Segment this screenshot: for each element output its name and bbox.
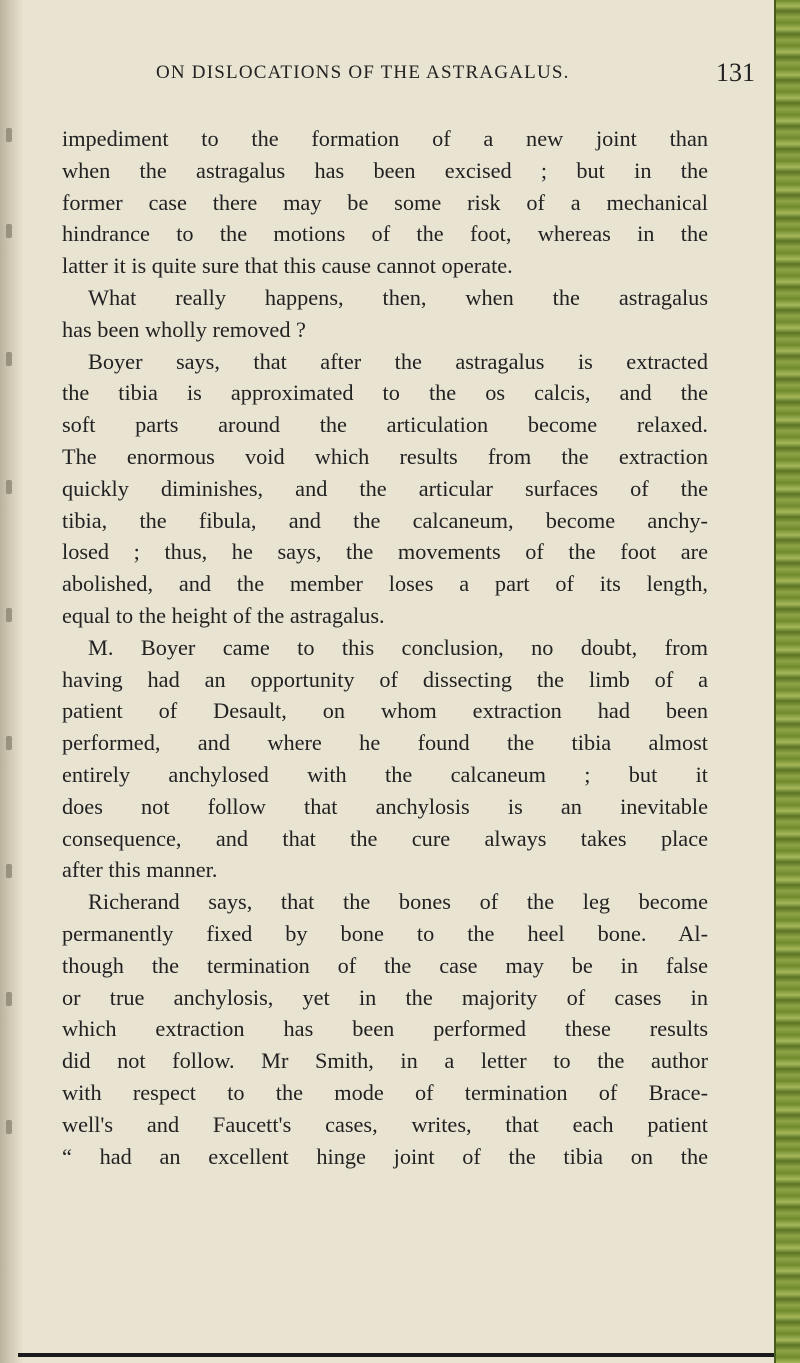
text-line: former case there may be some risk of a mechanical [62,189,708,215]
running-head: ON DISLOCATIONS OF THE ASTRAGALUS. [156,62,570,83]
text-line: having had an opportunity of dissecting the limb of a [62,666,708,692]
gutter-mark [6,1120,12,1134]
text-line: “ had an excellent hinge joint of the tibia on the [62,1143,708,1169]
text-line: soft parts around the articulation become relaxed. [62,412,708,438]
page-header [0,58,776,102]
text-line: consequence, and that the cure always takes place [62,825,708,851]
text-line: latter it is quite sure that this cause cannot operate. [62,253,513,279]
text-line: Richerand says, that the bones of the leg become [88,889,708,915]
text-line: though the termination of the case may be in false [62,952,708,978]
text-line: What really happens, then, when the astragalus [88,284,708,310]
body-text [62,123,708,1172]
text-line: Boyer says, that after the astragalus is extracted [88,348,708,374]
gutter-mark [6,480,12,494]
text-line: entirely anchylosed with the calcaneum ; but it [62,761,708,787]
gutter-mark [6,992,12,1006]
text-line: the tibia is approximated to the os calcis, and the [62,380,708,406]
text-line: when the astragalus has been excised ; but in the [62,157,708,183]
text-line: losed ; thus, he says, the movements of the foot are [62,539,708,565]
text-line: The enormous void which results from the extraction [62,443,708,469]
gutter-mark [6,224,12,238]
text-line: with respect to the mode of termination of Brace- [62,1079,708,1105]
text-line: performed, and where he found the tibia almost [62,730,708,756]
text-line: after this manner. [62,857,218,883]
text-line: impediment to the formation of a new joint than [62,126,708,151]
page-edge [774,0,800,1363]
text-line: permanently fixed by bone to the heel bone. Al- [62,920,708,946]
gutter-mark [6,128,12,142]
gutter-mark [6,608,12,622]
text-line: quickly diminishes, and the articular surfaces of the [62,475,708,501]
gutter-mark [6,864,12,878]
text-line: did not follow. Mr Smith, in a letter to the author [62,1048,708,1074]
page-number: 131 [716,58,755,87]
gutter-mark [6,352,12,366]
gutter-mark [6,736,12,750]
text-line: M. Boyer came to this conclusion, no doubt, from [88,634,708,660]
text-line: well's and Faucett's cases, writes, that each patient [62,1111,708,1137]
text-line: tibia, the fibula, and the calcaneum, become anchy- [62,507,708,533]
text-line: hindrance to the motions of the foot, whereas in the [62,221,708,247]
text-line: abolished, and the member loses a part of its length, [62,571,708,597]
text-line: which extraction has been performed these results [62,1016,708,1042]
text-line: patient of Desault, on whom extraction had been [62,698,708,724]
text-line: has been wholly removed ? [62,316,306,342]
text-line: does not follow that anchylosis is an inevitable [62,793,708,819]
bottom-rule [18,1353,774,1357]
text-line: or true anchylosis, yet in the majority of cases in [62,984,708,1010]
text-line: equal to the height of the astragalus. [62,602,385,628]
binding-gutter [0,0,22,1363]
